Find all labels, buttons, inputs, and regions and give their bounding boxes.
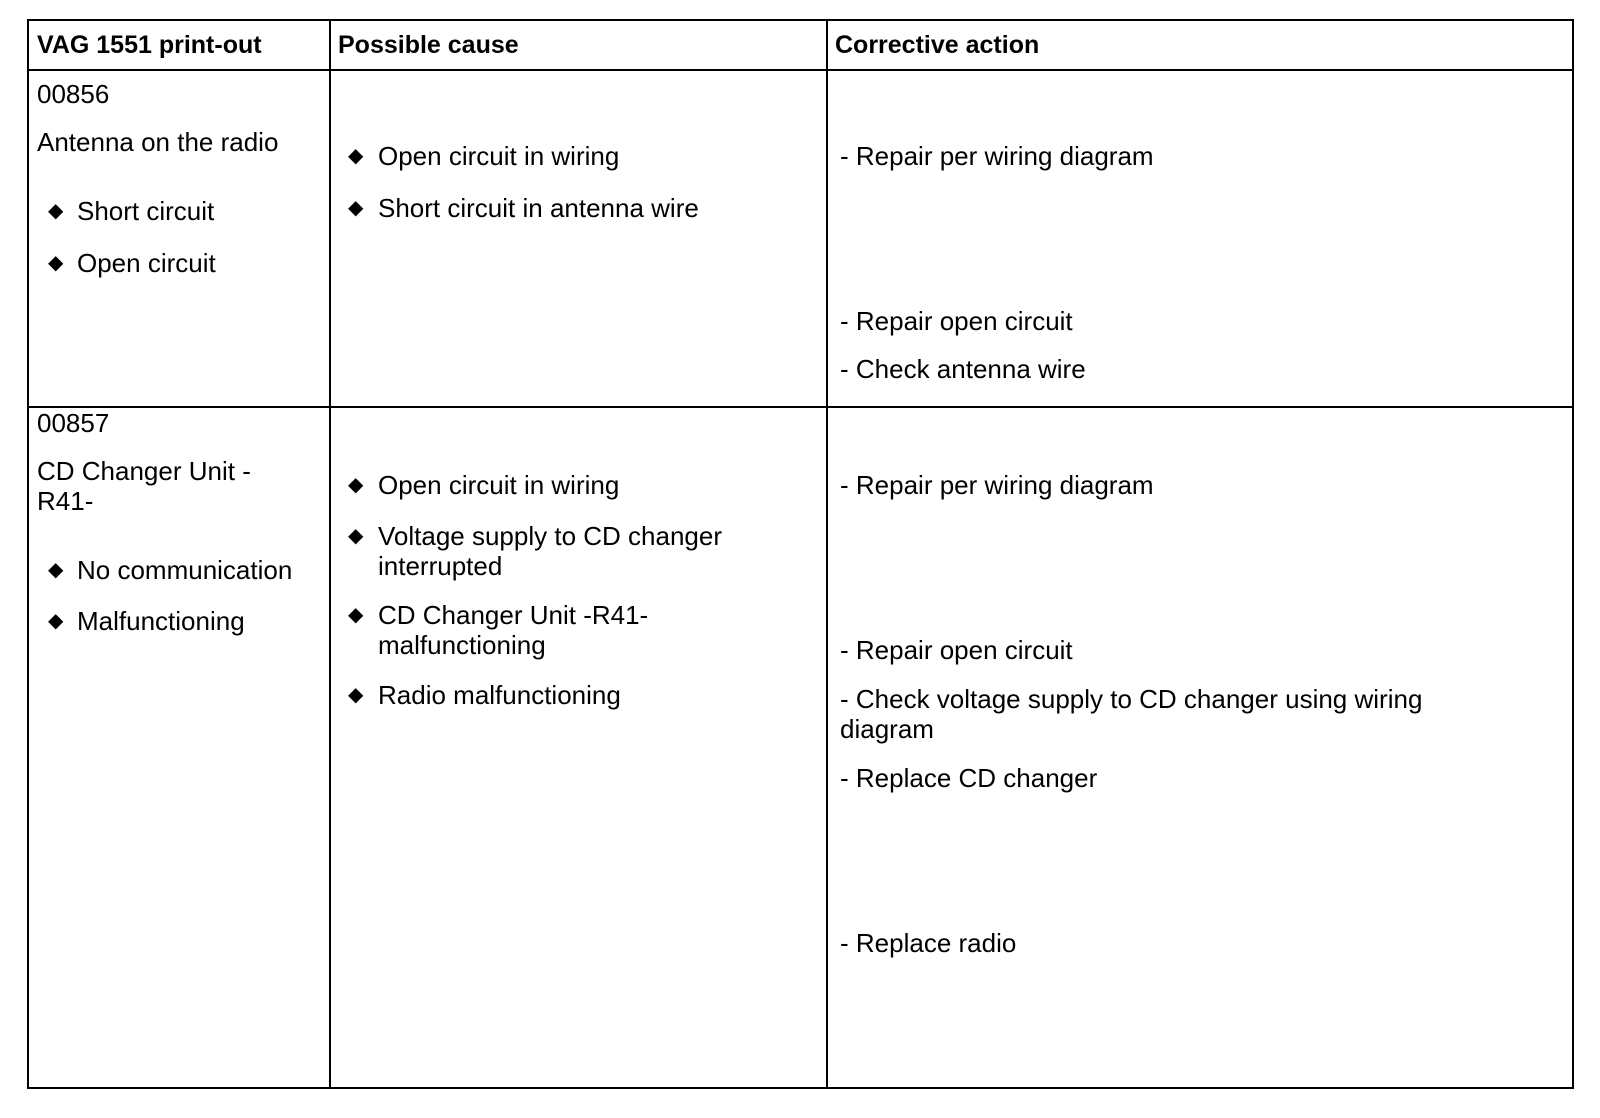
component-name: CD Changer Unit -	[37, 456, 251, 486]
component-name: R41-	[37, 486, 94, 516]
diamond-bullet-icon: ◆	[48, 610, 64, 632]
header-divider	[29, 69, 1572, 71]
diamond-bullet-icon: ◆	[348, 684, 364, 706]
possible-cause: Short circuit in antenna wire	[378, 193, 699, 223]
component-name: Antenna on the radio	[37, 127, 279, 157]
possible-cause: Open circuit in wiring	[378, 470, 620, 500]
possible-cause: Radio malfunctioning	[378, 680, 621, 710]
fault-type: Open circuit	[77, 248, 216, 278]
corrective-action: - Repair open circuit	[840, 635, 1073, 665]
possible-cause: CD Changer Unit -R41-	[378, 600, 649, 630]
diamond-bullet-icon: ◆	[48, 559, 64, 581]
corrective-action: - Check voltage supply to CD changer using wiring	[840, 684, 1423, 714]
fault-code: 00857	[37, 408, 110, 438]
corrective-action: - Replace CD changer	[840, 763, 1098, 793]
fault-code: 00856	[37, 79, 110, 109]
diamond-bullet-icon: ◆	[348, 145, 364, 167]
header-possible-cause: Possible cause	[338, 31, 519, 59]
possible-cause: Open circuit in wiring	[378, 141, 620, 171]
possible-cause: interrupted	[378, 551, 503, 581]
row-divider	[29, 406, 1572, 408]
diamond-bullet-icon: ◆	[48, 200, 64, 222]
diamond-bullet-icon: ◆	[348, 525, 364, 547]
corrective-action: - Repair open circuit	[840, 306, 1073, 336]
corrective-action: diagram	[840, 714, 934, 744]
diamond-bullet-icon: ◆	[348, 197, 364, 219]
fault-type: No communication	[77, 555, 293, 585]
header-corrective-action: Corrective action	[835, 31, 1040, 59]
corrective-action: - Replace radio	[840, 928, 1017, 958]
diamond-bullet-icon: ◆	[348, 474, 364, 496]
corrective-action: - Repair per wiring diagram	[840, 141, 1154, 171]
column-divider	[329, 21, 331, 1087]
diagnostic-table	[27, 19, 1574, 1089]
corrective-action: - Check antenna wire	[840, 354, 1086, 384]
header-printout: VAG 1551 print-out	[37, 31, 262, 59]
possible-cause: malfunctioning	[378, 630, 546, 660]
possible-cause: Voltage supply to CD changer	[378, 521, 722, 551]
corrective-action: - Repair per wiring diagram	[840, 470, 1154, 500]
fault-type: Malfunctioning	[77, 606, 245, 636]
column-divider	[826, 21, 828, 1087]
diamond-bullet-icon: ◆	[348, 604, 364, 626]
fault-type: Short circuit	[77, 196, 215, 226]
diamond-bullet-icon: ◆	[48, 252, 64, 274]
